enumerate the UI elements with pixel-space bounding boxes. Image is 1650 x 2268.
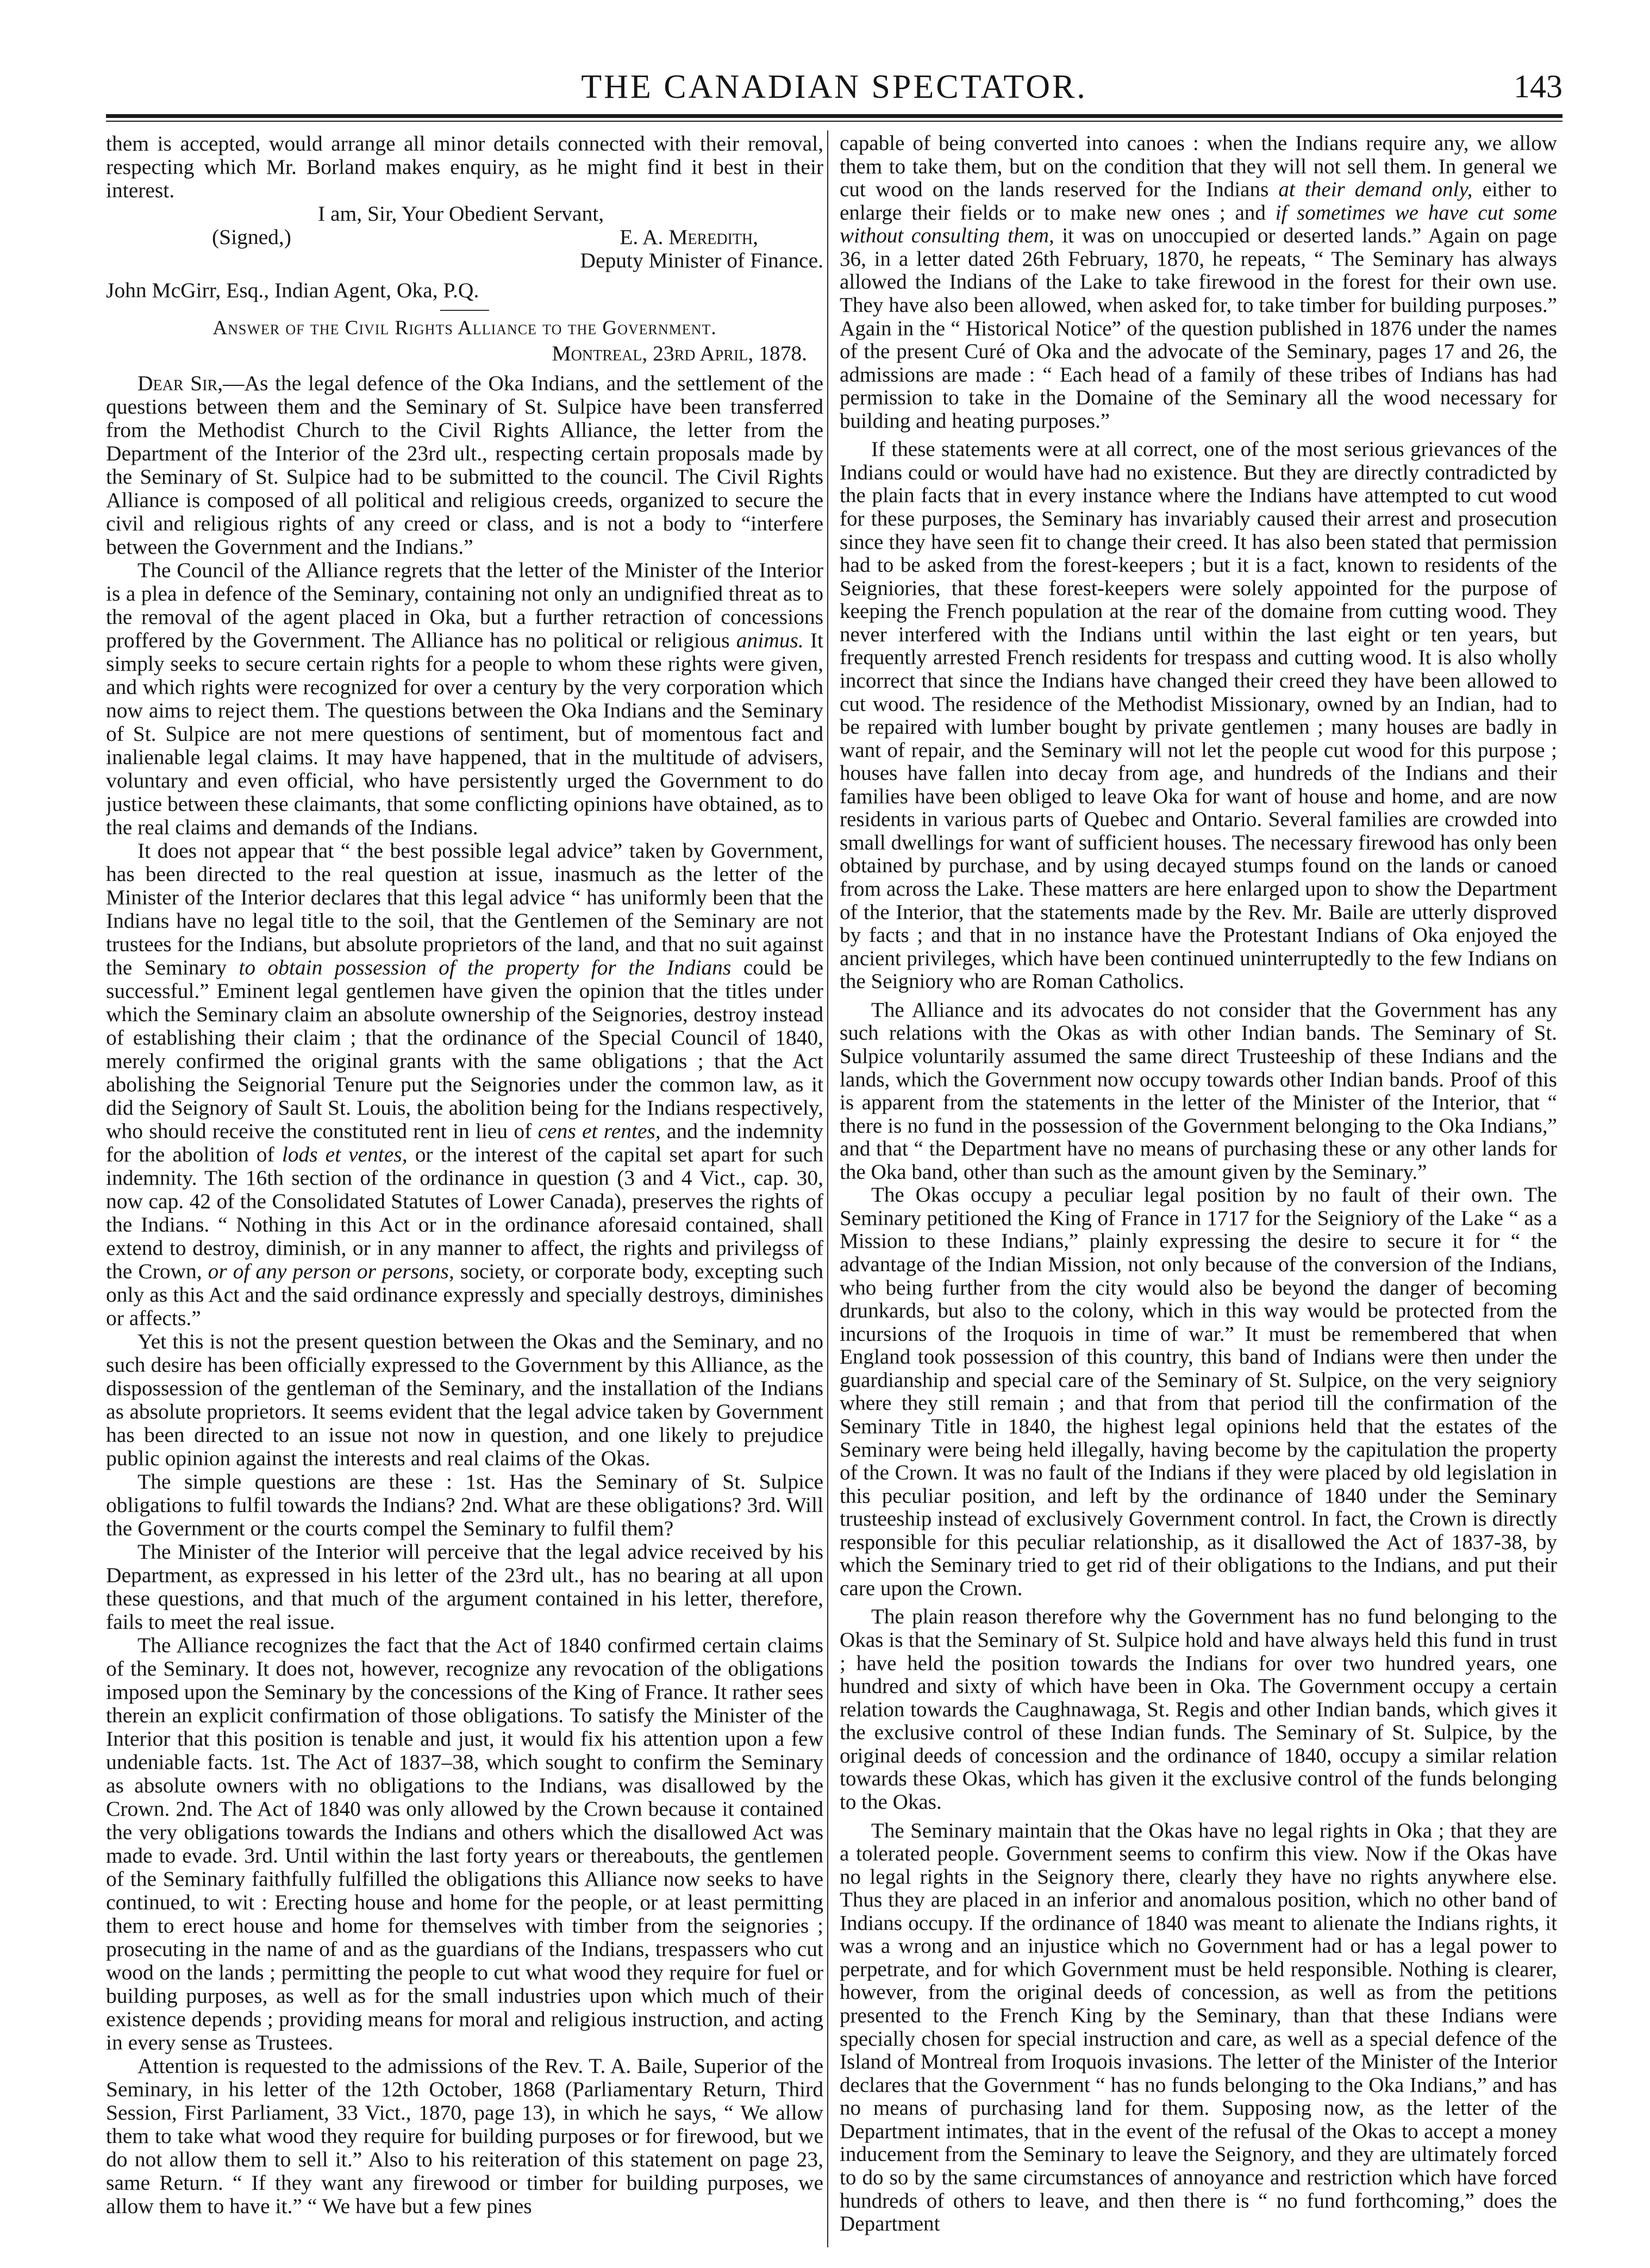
masthead xyxy=(106,68,1562,117)
column-divider xyxy=(827,130,828,2247)
paragraph-5: The simple questions are these : 1st. Has the Seminary of St. Sulpice obligations to fulfil towards the Indians? 2nd. What are these obligations? 3rd. Will the Government or the courts compel the Seminary to fulfil them? xyxy=(106,1470,823,1540)
signed-label: (Signed,) xyxy=(212,225,291,249)
dateline: Montreal, 23rd April, 1878. xyxy=(552,341,807,365)
masthead-rule-thick xyxy=(106,114,1562,118)
continued-paragraph: them is accepted, would arrange all minor details connected with their removal, respecting which Mr. Borland makes enquiry, as he might find it best in their interest. xyxy=(106,132,823,202)
signer-title: Deputy Minister of Finance. xyxy=(580,248,823,272)
signer-name: E. A. Meredith, xyxy=(620,225,758,249)
paragraph-2: The Council of the Alliance regrets that the letter of the Minister of the Interior is a plea in defence of the Seminary, containing not only an undignified threat as to the removal of the agent placed in Oka, but a further retraction of concessions proffered by the Government. The Alliance has no political or religious animus. It simply seeks to secure certain rights for a people to whom these rights were given, and which rights were recognized for over a century by the very corporation which now aims to reject them. The questions between the Oka Indians and the Seminary of St. Sulpice are not mere questions of sentiment, but of momentous fact and inalienable legal claims. It may have happened, that in the multitude of advisers, voluntary and even official, who have persistently urged the Government to do justice between these claimants, that some conflicting opinions have obtained, as to the real claims and demands of the Indians. xyxy=(106,558,823,839)
right-paragraph-3: The Alliance and its advocates do not consider that the Government has any such relations with the Okas as with other Indian bands. The Seminary of St. Sulpice voluntarily assumed the same direct Trusteeship of these Indians and the lands, which the Government now occupy towards other Indian bands. Proof of this is apparent from the statements in the letter of the Minister of the Interior, that “ there is no fund in the possession of the Government belonging to the Oka Indians,” and that “ the Department have no means of purchasing these or any other lands for the Oka band, other than such as the amount given by the Seminary.” xyxy=(840,998,1557,1184)
right-paragraph-5: The plain reason therefore why the Government has no fund belonging to the Okas is that the Seminary of St. Sulpice hold and have always held this fund in trust ; have held the position towards the Indians for over two hundred years, one hundred and sixty of which have been in Oka. The Government occupy a certain relation towards the Caughnawaga, St. Regis and other Indian bands, which gives it the exclusive control of these Indian funds. The Seminary of St. Sulpice, by the original deeds of concession and the ordinance of 1840, occupy a similar relation towards these Okas, which has given it the exclusive control of the funds belonging to the Okas. xyxy=(840,1605,1557,1814)
salutation: Dear Sir, xyxy=(138,371,223,395)
right-paragraph-6: The Seminary maintain that the Okas have no legal rights in Oka ; that they are a tolerated people. Government seems to confirm this view. Now if the Okas have no legal rights in the Seignory there, clearly they have no rights anywhere else. Thus they are placed in an inferior and anomalous position, which no other band of Indians occupy. If the ordinance of 1840 was meant to alienate the Indians rights, it was a wrong and an injustice which no Government had or has a legal power to perpetrate, and for which Government must be held responsible. Nothing is clearer, however, from the original deeds of concession, as well as from the petitions presented to the French King by the Seminary, than that these Indians were specially chosen for special instruction and care, as well as a special defence of the Island of Montreal from Iroquois invasions. The letter of the Minister of the Interior declares that the Government “ has no funds belonging to the Oka Indians,” and has no means of purchasing land for them. Supposing now, as the letter of the Department intimates, that in the event of the refusal of the Okas to accept a money inducement from the Seminary to leave the Seignory, and they are ultimately forced to do so by the same circumstances of annoyance and restriction which have forced hundreds of others to leave, and then there is “ no fund forthcoming,” does the Department xyxy=(840,1819,1557,2236)
addressee: John McGirr, Esq., Indian Agent, Oka, P.Q. xyxy=(106,278,479,302)
section-divider xyxy=(440,310,489,311)
right-paragraph-2: If these statements were at all correct, one of the most serious grievances of the Indians could or would have had no existence. But they are directly contradicted by the plain facts that in every instance where the Indians have attempted to cut wood for these purposes, the Seminary has invariably caused their arrest and prosecution since they have seen fit to change their creed. It has also been stated that permission had to be asked from the forest-keepers ; but it is a fact, known to residents of the Seigniories, that these forest-keepers were solely appointed for the purpose of keeping the French population at the rear of the domaine from cutting wood. They never interfered with the Indians until within the last eight or ten years, but frequently arrested French residents for trespass and cutting wood. It is also wholly incorrect that since the Indians have changed their creed they have been allowed to cut wood. The residence of the Methodist Missionary, owned by an Indian, had to be repaired with lumber bought by private gentlemen ; many houses are badly in want of repair, and the Seminary will not let the people cut wood for this purpose ; houses have fallen into decay from age, and hundreds of the Indians and their families have been obliged to leave Oka for want of house and home, and are now residents in various parts of Quebec and Ontario. Several families are crowded into small dwellings for want of sufficient houses. The necessary firewood has only been obtained by purchase, and by using decayed stumps found on the lands or canoed from across the Lake. These matters are here enlarged upon to show the Department of the Interior, that the statements made by the Rev. Mr. Baile are utterly disproved by facts ; and that in no instance have the Protestant Indians of Oka enjoyed the ancient privileges, which have been continued uninterruptedly to the few Indians on the Seigniory who are Roman Catholics. xyxy=(840,438,1557,994)
page-number: 143 xyxy=(1514,68,1562,104)
left-column xyxy=(106,132,823,2246)
masthead-rule-thin xyxy=(106,121,1562,122)
paragraph-7: The Alliance recognizes the fact that the Act of 1840 confirmed certain claims of the Seminary. It does not, however, recognize any revocation of the obligations imposed upon the Seminary by the concessions of the King of France. It rather sees therein an explicit confirmation of those obligations. To satisfy the Minister of the Interior that this position is tenable and just, it would fix his attention upon a few undeniable facts. 1st. The Act of 1837–38, which sought to confirm the Seminary as absolute owners with no obligations to the Indians, was disallowed by the Crown. 2nd. The Act of 1840 was only allowed by the Crown because it contained the very obligations towards the Indians and others which the disallowed Act was made to evade. 3rd. Until within the last forty years or thereabouts, the gentlemen of the Seminary faithfully fulfilled the obligations this Alliance now seeks to have continued, to wit : Erecting house and home for the people, or at least permitting them to erect house and home for themselves with timber from the seignories ; prosecuting in the name of and as the guardians of the Indians, trespassers who cut wood on the lands ; permitting the people to cut what wood they require for fuel or building purposes, as well as for the small industries upon which much of their existence depends ; providing means for moral and religious instruction, and acting in every sense as Trustees. xyxy=(106,1633,823,2054)
right-column xyxy=(840,132,1557,2246)
paragraph-3: It does not appear that “ the best possible legal advice” taken by Government, has been directed to the real question at issue, inasmuch as the letter of the Minister of the Interior declares that this legal advice “ has uniformly been that the Indians have no legal title to the soil, that the Gentlemen of the Seminary are not trustees for the Indians, but absolute proprietors of the land, and that no suit against the Seminary to obtain possession of the property for the Indians could be successful.” Eminent legal gentlemen have given the opinion that the titles under which the Seminary claim an absolute ownership of the Seignories, destroy instead of establishing their claim ; that the ordinance of the Special Council of 1840, merely confirmed the original grants with the same obligations ; that the Act abolishing the Seignorial Tenure put the Seignories under the common law, as it did the Seignory of Sault St. Louis, the abolition being for the Indians respectively, who should receive the constituted rent in lieu of cens et rentes, and the indemnity for the abolition of lods et ventes, or the interest of the capital set apart for such indemnity. The 16th section of the ordinance in question (3 and 4 Vict., cap. 30, now cap. 42 of the Consolidated Statutes of Lower Canada), preserves the rights of the Indians. “ Nothing in this Act or in the ordinance aforesaid contained, shall extend to destroy, diminish, or in any manner to affect, the rights and privilegss of the Crown, or of any person or persons, society, or corporate body, excepting such only as this Act and the said ordinance expressly and specially destroys, diminishes or affects.” xyxy=(106,839,823,1330)
letter-closing: I am, Sir, Your Obedient Servant, xyxy=(318,202,604,226)
paragraph-1: Dear Sir,—As the legal defence of the Oka Indians, and the settlement of the questions between them and the Seminary of St. Sulpice have been transferred from the Methodist Church to the Civil Rights Alliance, the letter from the Department of the Interior of the 23rd ult., respecting certain proposals made by the Seminary of St. Sulpice had to be submitted to the council. The Civil Rights Alliance is composed of all political and religious creeds, organized to secure the civil and religious rights of any creed or class, and is not a body to “interfere between the Government and the Indians.” xyxy=(106,371,823,559)
right-paragraph-4: The Okas occupy a peculiar legal position by no fault of their own. The Seminary petitioned the King of France in 1717 for the Seigniory of the Lake “ as a Mission to these Indians,” plainly expressing the desire to secure it for “ the advantage of the Indian Mission, not only because of the conversion of the Indians, who being further from the city would also be beyond the danger of becoming drunkards, but also to the colony, which in this way would be protected from the incursions of the Iroquois in time of war.” It must be remembered that when England took possession of this country, this band of Indians were then under the guardianship and special care of the Seminary of St. Sulpice, on the very seigniory where they still remain ; and that from that period till the confirmation of the Seminary Title in 1840, the highest legal opinions held that the estates of the Seminary were being held illegally, having become by the capitulation the property of the Crown. It was no fault of the Indians if they were placed by old legislation in this peculiar position, and left by the ordinance of 1840 under the Seminary trusteeship instead of exclusively Government control. In fact, the Crown is directly responsible for this peculiar relationship, as it disallowed the Act of 1837-38, by which the Seminary tried to get rid of their obligations to the Indians, and put their care upon the Crown. xyxy=(840,1183,1557,1600)
right-paragraph-1: capable of being converted into canoes : when the Indians require any, we allow them to take them, but on the condition that they will not sell them. In general we cut wood on the lands reserved for the Indians at their demand only, either to enlarge their fields or to make new ones ; and if sometimes we have cut some without consulting them, it was on unoccupied or deserted lands.” Again on page 36, in a letter dated 26th February, 1870, he repeats, “ The Seminary has always allowed the Indians of the Lake to take firewood in the forest for their own use. They have also been allowed, when asked for, to take timber for building purposes.” Again in the “ Historical Notice” of the question published in 1876 under the names of the present Curé of Oka and the advocate of the Seminary, pages 17 and 26, the admissions are made : “ Each head of a family of these tribes of Indians has had permission to take in the Domaine of the Seminary all the wood necessary for building and heating purposes.” xyxy=(840,132,1557,433)
newspaper-title: THE CANADIAN SPECTATOR. xyxy=(581,68,1088,105)
paragraph-4: Yet this is not the present question between the Okas and the Seminary, and no such desire has been officially expressed to the Government by this Alliance, as the dispossession of the gentleman of the Seminary, and the installation of the Indians as absolute proprietors. It seems evident that the legal advice taken by Government has been directed to an issue not now in question, and one likely to prejudice public opinion against the interests and real claims of the Okas. xyxy=(106,1329,823,1470)
article-heading: Answer of the Civil Rights Alliance to the Government. xyxy=(212,317,717,339)
paragraph-6: The Minister of the Interior will perceive that the legal advice received by his Department, as expressed in his letter of the 23rd ult., has no bearing at all upon these questions, and that much of the argument contained in his letter, therefore, fails to meet the real issue. xyxy=(106,1540,823,1634)
signature-block xyxy=(106,202,823,272)
paragraph-8: Attention is requested to the admissions of the Rev. T. A. Baile, Superior of the Seminary, in his letter of the 12th October, 1868 (Parliamentary Return, Third Session, First Parliament, 33 Vict., 1870, page 13), in which he says, “ We allow them to take what wood they require for building purposes or for firewood, but we do not allow them to sell it.” Also to his reiteration of this statement on page 23, same Return. “ If they want any firewood or timber for building purposes, we allow them to have it.” “ We have but a few pines xyxy=(106,2054,823,2218)
